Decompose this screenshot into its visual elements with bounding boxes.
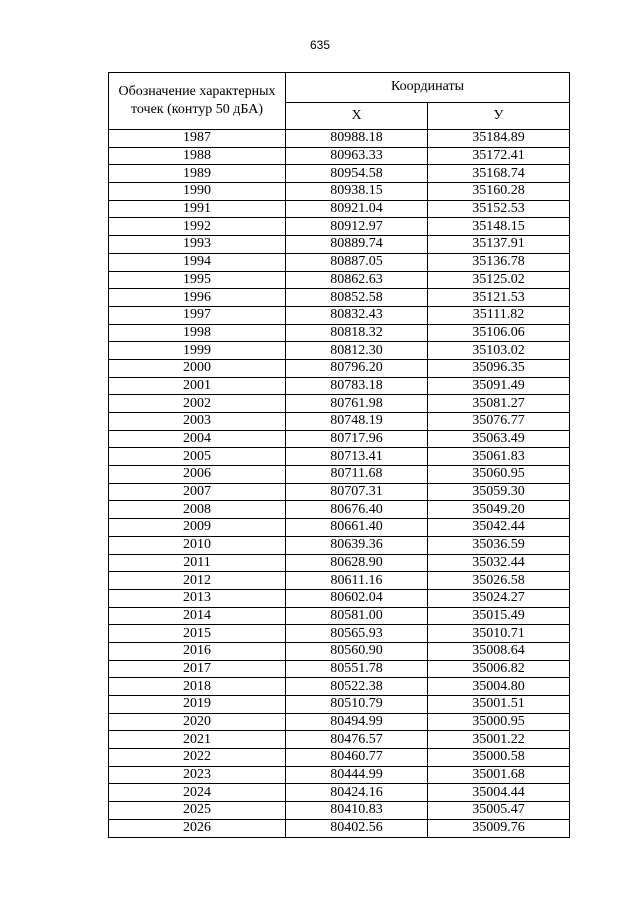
x-coordinate-cell: 80424.16 [286,784,428,802]
y-coordinate-cell: 35006.82 [428,660,570,678]
y-coordinate-cell: 35024.27 [428,589,570,607]
coordinates-table [108,72,570,838]
point-id-cell: 2011 [109,554,286,572]
x-coordinate-cell: 80581.00 [286,607,428,625]
y-coordinate-cell: 35032.44 [428,554,570,572]
y-coordinate-cell: 35000.95 [428,713,570,731]
y-coordinate-cell: 35111.82 [428,306,570,324]
table-row [109,236,570,254]
x-coordinate-cell: 80832.43 [286,306,428,324]
table-body [109,130,570,838]
x-coordinate-cell: 80862.63 [286,271,428,289]
table-row [109,342,570,360]
point-id-cell: 2006 [109,466,286,484]
y-coordinate-cell: 35081.27 [428,395,570,413]
x-coordinate-cell: 80410.83 [286,802,428,820]
point-id-cell: 2019 [109,696,286,714]
y-coordinate-cell: 35091.49 [428,377,570,395]
x-coordinate-cell: 80510.79 [286,696,428,714]
y-coordinate-cell: 35160.28 [428,183,570,201]
point-id-cell: 2016 [109,642,286,660]
table-row [109,678,570,696]
table-row [109,660,570,678]
point-id-cell: 2004 [109,430,286,448]
y-coordinate-cell: 35026.58 [428,572,570,590]
x-coordinate-cell: 80522.38 [286,678,428,696]
point-id-cell: 2023 [109,766,286,784]
table-row [109,749,570,767]
y-coordinate-cell: 35152.53 [428,200,570,218]
point-id-cell: 2018 [109,678,286,696]
point-id-cell: 1989 [109,165,286,183]
point-id-cell: 2025 [109,802,286,820]
y-coordinate-cell: 35060.95 [428,466,570,484]
point-id-cell: 2015 [109,625,286,643]
y-coordinate-cell: 35001.68 [428,766,570,784]
header-y: У [428,102,570,129]
y-coordinate-cell: 35137.91 [428,236,570,254]
y-coordinate-cell: 35042.44 [428,519,570,537]
table-row [109,802,570,820]
y-coordinate-cell: 35125.02 [428,271,570,289]
x-coordinate-cell: 80812.30 [286,342,428,360]
point-id-cell: 1987 [109,130,286,148]
table-row [109,501,570,519]
x-coordinate-cell: 80761.98 [286,395,428,413]
x-coordinate-cell: 80707.31 [286,483,428,501]
table-row [109,359,570,377]
table-row [109,200,570,218]
table-row [109,430,570,448]
point-id-cell: 2026 [109,819,286,837]
point-id-cell: 1999 [109,342,286,360]
table-row [109,572,570,590]
point-id-cell: 1992 [109,218,286,236]
table-row [109,253,570,271]
table-row [109,147,570,165]
table-row [109,642,570,660]
table-row [109,607,570,625]
table-row [109,713,570,731]
y-coordinate-cell: 35184.89 [428,130,570,148]
point-id-cell: 2024 [109,784,286,802]
point-id-cell: 2014 [109,607,286,625]
table-row [109,784,570,802]
table-row [109,519,570,537]
point-id-cell: 2002 [109,395,286,413]
x-coordinate-cell: 80912.97 [286,218,428,236]
y-coordinate-cell: 35008.64 [428,642,570,660]
x-coordinate-cell: 80460.77 [286,749,428,767]
header-point-name: Обозначение характерных точек (контур 50 дБА) [109,73,286,130]
point-id-cell: 1991 [109,200,286,218]
table-row [109,696,570,714]
table-row [109,377,570,395]
table-row [109,466,570,484]
x-coordinate-cell: 80476.57 [286,731,428,749]
point-id-cell: 1997 [109,306,286,324]
x-coordinate-cell: 80628.90 [286,554,428,572]
x-coordinate-cell: 80402.56 [286,819,428,837]
table-row [109,536,570,554]
y-coordinate-cell: 35036.59 [428,536,570,554]
point-id-cell: 1998 [109,324,286,342]
table-row [109,130,570,148]
y-coordinate-cell: 35015.49 [428,607,570,625]
y-coordinate-cell: 35168.74 [428,165,570,183]
point-id-cell: 2003 [109,413,286,431]
x-coordinate-cell: 80963.33 [286,147,428,165]
y-coordinate-cell: 35059.30 [428,483,570,501]
table-row [109,448,570,466]
table-row [109,413,570,431]
table-row [109,306,570,324]
table-row [109,589,570,607]
point-id-cell: 2010 [109,536,286,554]
point-id-cell: 2021 [109,731,286,749]
y-coordinate-cell: 35063.49 [428,430,570,448]
y-coordinate-cell: 35148.15 [428,218,570,236]
point-id-cell: 2012 [109,572,286,590]
point-id-cell: 2013 [109,589,286,607]
header-coordinates: Координаты [286,73,570,103]
point-id-cell: 2017 [109,660,286,678]
x-coordinate-cell: 80602.04 [286,589,428,607]
x-coordinate-cell: 80711.68 [286,466,428,484]
x-coordinate-cell: 80717.96 [286,430,428,448]
x-coordinate-cell: 80713.41 [286,448,428,466]
x-coordinate-cell: 80444.99 [286,766,428,784]
point-id-cell: 2005 [109,448,286,466]
table-row [109,625,570,643]
point-id-cell: 2020 [109,713,286,731]
x-coordinate-cell: 80818.32 [286,324,428,342]
table-header [109,73,570,130]
y-coordinate-cell: 35004.80 [428,678,570,696]
point-id-cell: 2009 [109,519,286,537]
table-row [109,395,570,413]
y-coordinate-cell: 35001.22 [428,731,570,749]
point-id-cell: 2022 [109,749,286,767]
y-coordinate-cell: 35172.41 [428,147,570,165]
point-id-cell: 1995 [109,271,286,289]
x-coordinate-cell: 80748.19 [286,413,428,431]
x-coordinate-cell: 80887.05 [286,253,428,271]
y-coordinate-cell: 35000.58 [428,749,570,767]
table-row [109,165,570,183]
table-row [109,819,570,837]
y-coordinate-cell: 35049.20 [428,501,570,519]
x-coordinate-cell: 80565.93 [286,625,428,643]
x-coordinate-cell: 80494.99 [286,713,428,731]
table-row [109,483,570,501]
table-row [109,218,570,236]
x-coordinate-cell: 80988.18 [286,130,428,148]
table-row [109,271,570,289]
table-row [109,289,570,307]
table-row [109,731,570,749]
x-coordinate-cell: 80611.16 [286,572,428,590]
y-coordinate-cell: 35121.53 [428,289,570,307]
x-coordinate-cell: 80639.36 [286,536,428,554]
x-coordinate-cell: 80796.20 [286,359,428,377]
point-id-cell: 1990 [109,183,286,201]
table-row [109,183,570,201]
point-id-cell: 1994 [109,253,286,271]
table-row [109,554,570,572]
x-coordinate-cell: 80560.90 [286,642,428,660]
y-coordinate-cell: 35005.47 [428,802,570,820]
point-id-cell: 2007 [109,483,286,501]
y-coordinate-cell: 35009.76 [428,819,570,837]
point-id-cell: 1993 [109,236,286,254]
y-coordinate-cell: 35106.06 [428,324,570,342]
page-number: 635 [309,38,331,52]
x-coordinate-cell: 80551.78 [286,660,428,678]
table-row [109,766,570,784]
x-coordinate-cell: 80661.40 [286,519,428,537]
x-coordinate-cell: 80889.74 [286,236,428,254]
point-id-cell: 2001 [109,377,286,395]
y-coordinate-cell: 35136.78 [428,253,570,271]
y-coordinate-cell: 35010.71 [428,625,570,643]
point-id-cell: 1996 [109,289,286,307]
y-coordinate-cell: 35103.02 [428,342,570,360]
x-coordinate-cell: 80938.15 [286,183,428,201]
x-coordinate-cell: 80783.18 [286,377,428,395]
point-id-cell: 2008 [109,501,286,519]
header-x: X [286,102,428,129]
point-id-cell: 1988 [109,147,286,165]
x-coordinate-cell: 80676.40 [286,501,428,519]
point-id-cell: 2000 [109,359,286,377]
x-coordinate-cell: 80921.04 [286,200,428,218]
y-coordinate-cell: 35004.44 [428,784,570,802]
y-coordinate-cell: 35076.77 [428,413,570,431]
y-coordinate-cell: 35001.51 [428,696,570,714]
y-coordinate-cell: 35096.35 [428,359,570,377]
table-row [109,324,570,342]
x-coordinate-cell: 80852.58 [286,289,428,307]
y-coordinate-cell: 35061.83 [428,448,570,466]
x-coordinate-cell: 80954.58 [286,165,428,183]
